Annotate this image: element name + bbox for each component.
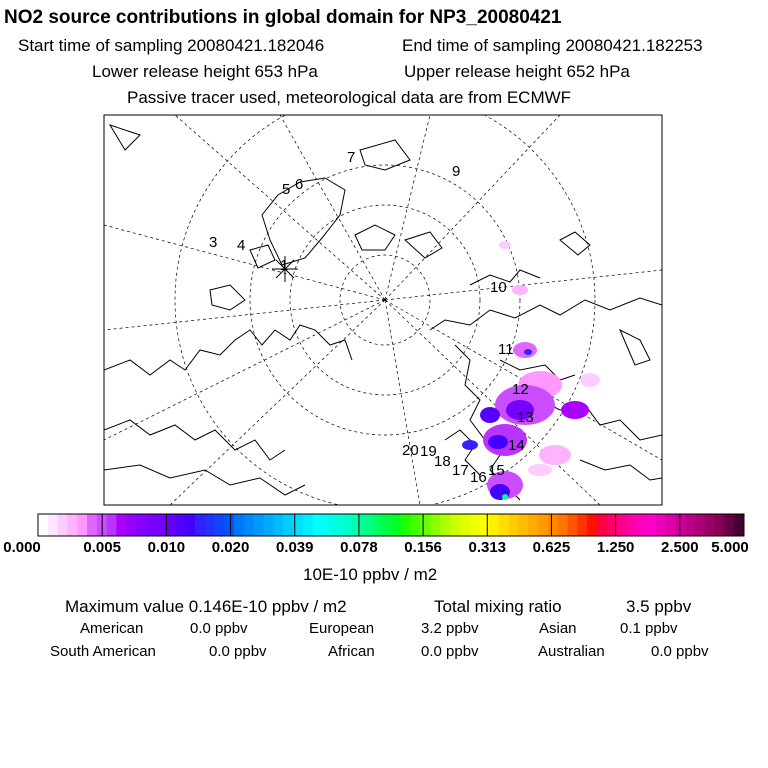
colorbar-cell bbox=[156, 514, 166, 536]
colorbar-cell bbox=[499, 514, 509, 536]
trajectory-label: 12 bbox=[512, 381, 529, 398]
colorbar-cell bbox=[597, 514, 607, 536]
source-value: 0.0 ppbv bbox=[190, 620, 248, 637]
colorbar-cell bbox=[705, 514, 715, 536]
colorbar-cell bbox=[185, 514, 195, 536]
source-name: African bbox=[328, 643, 375, 660]
colorbar-cell bbox=[244, 514, 254, 536]
colorbar-cell bbox=[362, 514, 372, 536]
colorbar-cell bbox=[264, 514, 274, 536]
colorbar-tick-label: 0.313 bbox=[468, 539, 507, 556]
colorbar-cell bbox=[381, 514, 391, 536]
source-value: 0.1 ppbv bbox=[620, 620, 678, 637]
colorbar-cell bbox=[205, 514, 215, 536]
total-mixing-value: 3.5 ppbv bbox=[626, 597, 692, 616]
colorbar-cell bbox=[538, 514, 548, 536]
colorbar-cell bbox=[273, 514, 283, 536]
trajectory-label: 20 bbox=[402, 442, 419, 459]
source-name: Asian bbox=[539, 620, 577, 637]
source-value: 3.2 ppbv bbox=[421, 620, 479, 637]
source-value: 0.0 ppbv bbox=[651, 643, 709, 660]
trajectory-label: 4 bbox=[237, 237, 246, 254]
colorbar-cell bbox=[224, 514, 234, 536]
max-value: Maximum value 0.146E-10 ppbv / m2 bbox=[65, 597, 347, 616]
colorbar-cell bbox=[342, 514, 352, 536]
colorbar-cell bbox=[283, 514, 293, 536]
colorbar-cell bbox=[715, 514, 725, 536]
trajectory-label: 17 bbox=[452, 462, 469, 479]
colorbar-tick-label: 1.250 bbox=[596, 539, 635, 556]
trajectory-label: 10 bbox=[490, 279, 507, 296]
colorbar-cell bbox=[479, 514, 489, 536]
colorbar-cell bbox=[626, 514, 636, 536]
colorbar-cell bbox=[254, 514, 264, 536]
total-mixing-label: Total mixing ratio bbox=[434, 597, 562, 616]
colorbar-cell bbox=[450, 514, 460, 536]
colorbar-cell bbox=[352, 514, 362, 536]
colorbar-cell bbox=[401, 514, 411, 536]
colorbar-cell bbox=[420, 514, 430, 536]
colorbar-cell bbox=[303, 514, 313, 536]
colorbar-cell bbox=[695, 514, 705, 536]
colorbar-cell bbox=[666, 514, 676, 536]
colorbar-cell bbox=[577, 514, 587, 536]
colorbar-tick-label: 5.000 bbox=[711, 539, 749, 556]
colorbar-cell bbox=[77, 514, 87, 536]
colorbar-cell bbox=[371, 514, 381, 536]
colorbar-cell bbox=[617, 514, 627, 536]
trajectory-label: 5 bbox=[282, 181, 291, 198]
trajectory-label: 18 bbox=[434, 453, 451, 470]
colorbar-cell bbox=[67, 514, 77, 536]
colorbar-cell bbox=[116, 514, 126, 536]
trajectory-label: 19 bbox=[420, 443, 437, 460]
colorbar-cell bbox=[568, 514, 578, 536]
end-time: End time of sampling 20080421.182253 bbox=[402, 36, 703, 55]
colorbar-cell bbox=[126, 514, 136, 536]
source-value: 0.0 ppbv bbox=[421, 643, 479, 660]
colorbar-cell bbox=[215, 514, 225, 536]
colorbar-tick-label: 0.000 bbox=[3, 539, 41, 556]
colorbar-cell bbox=[460, 514, 470, 536]
colorbar-cell bbox=[518, 514, 528, 536]
colorbar-cell bbox=[685, 514, 695, 536]
colorbar-cell bbox=[636, 514, 646, 536]
colorbar-cell bbox=[58, 514, 68, 536]
colorbar-tick-label: 0.625 bbox=[532, 539, 571, 556]
colorbar-cell bbox=[195, 514, 205, 536]
colorbar-cell bbox=[646, 514, 656, 536]
colorbar-cell bbox=[469, 514, 479, 536]
trajectory-label: 11 bbox=[498, 341, 514, 358]
colorbar-cell bbox=[313, 514, 323, 536]
source-name: American bbox=[80, 620, 144, 637]
colorbar-tick-label: 0.078 bbox=[340, 539, 378, 556]
colorbar-unit: 10E-10 ppbv / m2 bbox=[303, 565, 438, 584]
colorbar-tick-label: 0.005 bbox=[83, 539, 121, 556]
colorbar-cell bbox=[165, 514, 175, 536]
colorbar-tick-label: 0.039 bbox=[275, 539, 314, 556]
colorbar-cell bbox=[734, 514, 744, 536]
trajectory-label: 3 bbox=[209, 234, 218, 251]
colorbar-cell bbox=[656, 514, 666, 536]
source-value: 0.0 ppbv bbox=[209, 643, 267, 660]
colorbar-cell bbox=[724, 514, 734, 536]
colorbar-cell bbox=[322, 514, 332, 536]
colorbar-tick-label: 0.156 bbox=[404, 539, 442, 556]
colorbar-cell bbox=[558, 514, 568, 536]
colorbar-cell bbox=[146, 514, 156, 536]
colorbar-cell bbox=[332, 514, 342, 536]
lower-release-height: Lower release height 653 hPa bbox=[92, 62, 318, 81]
trajectory-label: 9 bbox=[452, 163, 461, 180]
source-name: South American bbox=[50, 643, 156, 660]
source-name: Australian bbox=[538, 643, 605, 660]
colorbar-cell bbox=[675, 514, 685, 536]
colorbar-cell bbox=[440, 514, 450, 536]
colorbar-cell bbox=[48, 514, 58, 536]
tracer-note: Passive tracer used, meteorological data are from ECMWF bbox=[127, 88, 572, 107]
colorbar-tick-label: 2.500 bbox=[661, 539, 699, 556]
colorbar-cell bbox=[107, 514, 117, 536]
colorbar-cell bbox=[528, 514, 538, 536]
trajectory-label: 15 bbox=[488, 462, 505, 479]
source-name: European bbox=[309, 620, 375, 637]
trajectory-label: 14 bbox=[508, 437, 525, 454]
colorbar-cell bbox=[391, 514, 401, 536]
trajectory-label: 1 bbox=[280, 257, 289, 274]
colorbar-cell bbox=[38, 514, 48, 536]
colorbar-cell bbox=[175, 514, 185, 536]
colorbar-tick-label: 0.020 bbox=[211, 539, 250, 556]
trajectory-label: 7 bbox=[347, 149, 356, 166]
colorbar-cell bbox=[411, 514, 421, 536]
start-time: Start time of sampling 20080421.182046 bbox=[18, 36, 325, 55]
colorbar-tick-label: 0.010 bbox=[147, 539, 186, 556]
colorbar-cell bbox=[509, 514, 519, 536]
colorbar-cell bbox=[136, 514, 146, 536]
trajectory-label: 6 bbox=[295, 176, 304, 193]
colorbar-cell bbox=[234, 514, 244, 536]
colorbar-cell bbox=[87, 514, 97, 536]
trajectory-label: 13 bbox=[517, 409, 534, 426]
upper-release-height: Upper release height 652 hPa bbox=[404, 62, 630, 81]
trajectory-label: 16 bbox=[470, 469, 487, 486]
colorbar-cell bbox=[430, 514, 440, 536]
colorbar-cell bbox=[587, 514, 597, 536]
colorbar-cell bbox=[489, 514, 499, 536]
colorbar-cell bbox=[548, 514, 558, 536]
page-title: NO2 source contributions in global domain for NP3_20080421 bbox=[4, 7, 562, 28]
